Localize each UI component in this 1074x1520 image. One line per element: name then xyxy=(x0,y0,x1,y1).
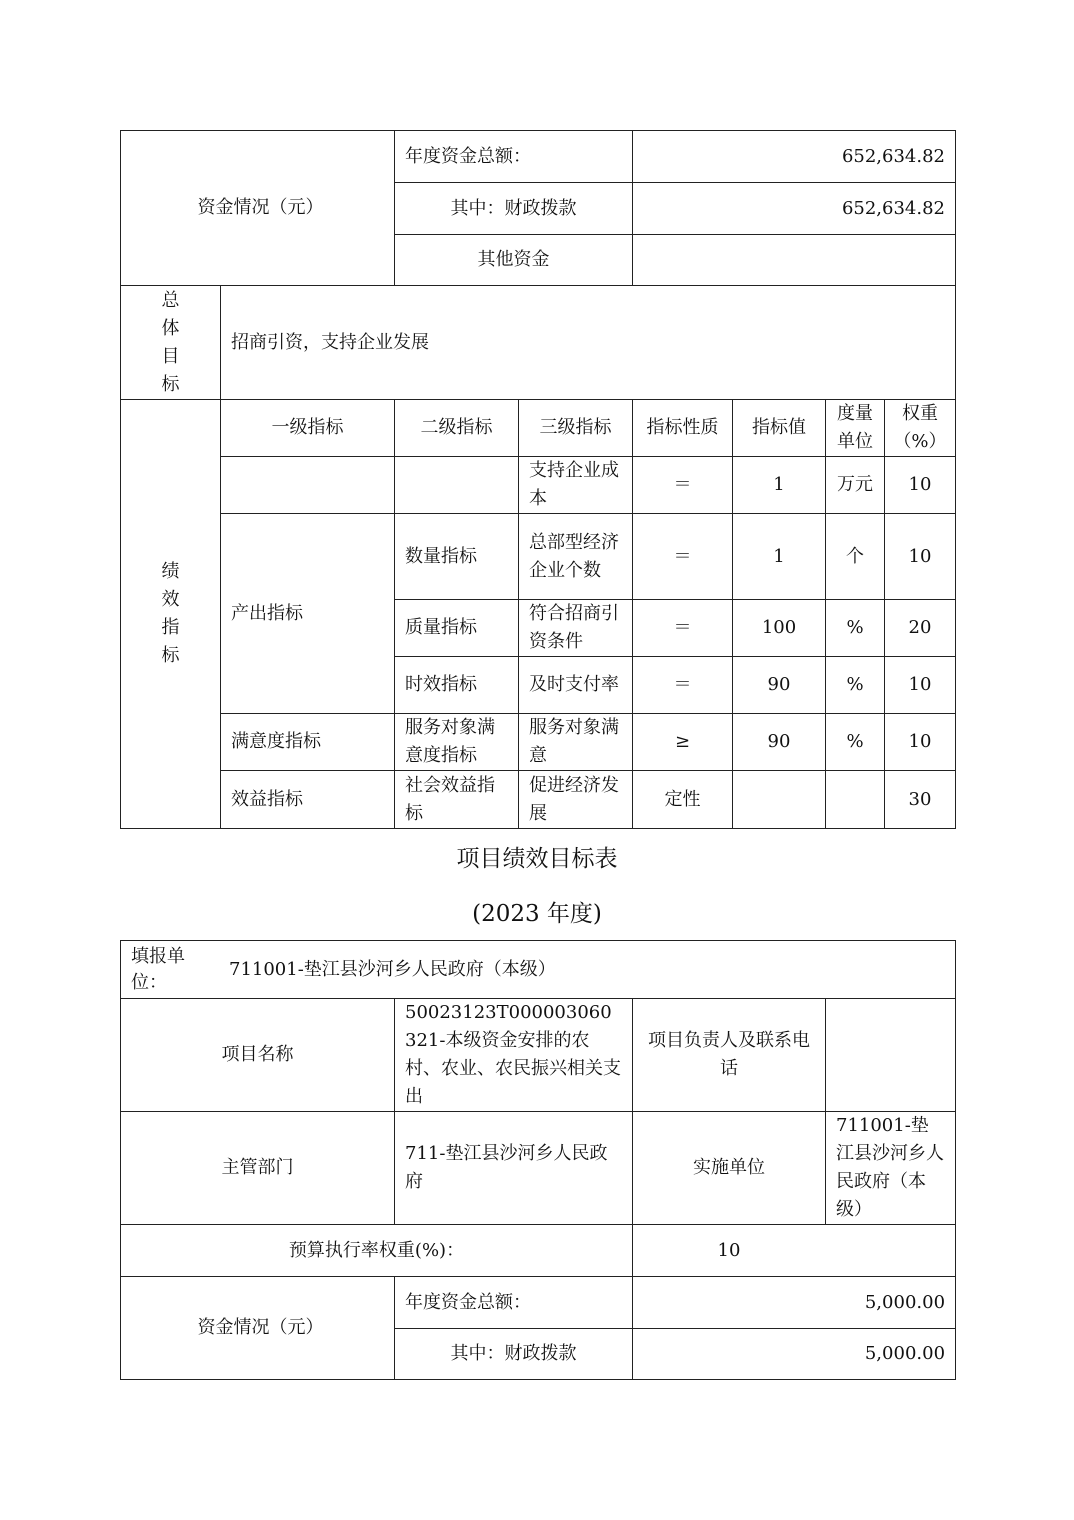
nature-cell: ＝ xyxy=(633,600,733,657)
value-cell xyxy=(733,771,826,829)
unit-cell: % xyxy=(826,600,885,657)
unit-cell: 万元 xyxy=(826,457,885,514)
header-level2: 二级指标 xyxy=(395,400,519,457)
level2-cell: 社会效益指标 xyxy=(395,771,519,829)
budget-rate-value: 10 xyxy=(633,1225,956,1277)
other-funds-value xyxy=(633,235,956,286)
unit-cell xyxy=(826,771,885,829)
level1-cell: 效益指标 xyxy=(221,771,395,829)
header-level1: 一级指标 xyxy=(221,400,395,457)
level2-cell: 质量指标 xyxy=(395,600,519,657)
annual-total-label: 年度资金总额： xyxy=(395,131,633,183)
level3-cell: 总部型经济企业个数 xyxy=(519,514,633,600)
impl-unit-value: 711001-垫江县沙河乡人民政府（本级） xyxy=(826,1112,956,1225)
nature-cell: ＝ xyxy=(633,514,733,600)
funds-label-2: 资金情况（元） xyxy=(121,1277,395,1380)
table-row xyxy=(121,771,956,829)
nature-cell: ＝ xyxy=(633,657,733,714)
dept-value: 711-垫江县沙河乡人民政府 xyxy=(395,1112,633,1225)
table-row xyxy=(121,714,956,771)
project-manager-label: 项目负责人及联系电话 xyxy=(633,999,826,1112)
fiscal-label-2: 其中：财政拨款 xyxy=(395,1329,633,1380)
level2-cell: 数量指标 xyxy=(395,514,519,600)
value-cell: 1 xyxy=(733,514,826,600)
value-cell: 90 xyxy=(733,657,826,714)
value-cell: 90 xyxy=(733,714,826,771)
table-row xyxy=(121,457,956,514)
level3-cell: 符合招商引资条件 xyxy=(519,600,633,657)
other-funds-label: 其他资金 xyxy=(395,235,633,286)
weight-cell: 10 xyxy=(885,714,956,771)
nature-cell: ＝ xyxy=(633,457,733,514)
overall-goal-text: 招商引资，支持企业发展 xyxy=(221,286,956,400)
page-subtitle-year: (2023 年度) xyxy=(472,901,602,927)
performance-indicator-label: 绩效指标 xyxy=(121,400,221,829)
annual-total-value: 652,634.82 xyxy=(633,131,956,183)
overall-goal-label: 总体目标 xyxy=(121,286,221,400)
header-value: 指标值 xyxy=(733,400,826,457)
unit-cell: % xyxy=(826,714,885,771)
unit-cell: % xyxy=(826,657,885,714)
header-unit: 度量单位 xyxy=(826,400,885,457)
dept-label: 主管部门 xyxy=(121,1112,395,1225)
header-level3: 三级指标 xyxy=(519,400,633,457)
weight-cell: 20 xyxy=(885,600,956,657)
weight-cell: 10 xyxy=(885,657,956,714)
nature-cell: ≥ xyxy=(633,714,733,771)
level2-cell: 时效指标 xyxy=(395,657,519,714)
unit-cell: 个 xyxy=(826,514,885,600)
header-weight: 权重（%） xyxy=(885,400,956,457)
value-cell: 100 xyxy=(733,600,826,657)
level1-cell: 满意度指标 xyxy=(221,714,395,771)
filler-label: 填报单位： xyxy=(131,945,185,993)
level1-cell xyxy=(221,457,395,514)
impl-unit-label: 实施单位 xyxy=(633,1112,826,1225)
filler-row xyxy=(121,941,956,999)
weight-cell: 10 xyxy=(885,514,956,600)
level3-cell: 支持企业成本 xyxy=(519,457,633,514)
performance-table-1 xyxy=(120,130,956,829)
fiscal-label: 其中：财政拨款 xyxy=(395,183,633,235)
fiscal-value-2: 5,000.00 xyxy=(633,1329,956,1380)
level2-cell xyxy=(395,457,519,514)
nature-cell: 定性 xyxy=(633,771,733,829)
project-manager-value xyxy=(826,999,956,1112)
weight-cell: 30 xyxy=(885,771,956,829)
filler-value: 711001-垫江县沙河乡人民政府（本级） xyxy=(229,958,556,980)
weight-cell: 10 xyxy=(885,457,956,514)
project-name-label: 项目名称 xyxy=(121,999,395,1112)
level3-cell: 服务对象满意 xyxy=(519,714,633,771)
project-name-value: 50023123T000003060321-本级资金安排的农村、农业、农民振兴相关支出 xyxy=(395,999,633,1112)
level3-cell: 促进经济发展 xyxy=(519,771,633,829)
performance-table-2 xyxy=(120,940,956,1380)
annual-total-label-2: 年度资金总额： xyxy=(395,1277,633,1329)
funds-label: 资金情况（元） xyxy=(121,131,395,286)
level2-cell: 服务对象满意度指标 xyxy=(395,714,519,771)
annual-total-value-2: 5,000.00 xyxy=(633,1277,956,1329)
value-cell: 1 xyxy=(733,457,826,514)
header-nature: 指标性质 xyxy=(633,400,733,457)
level1-cell: 产出指标 xyxy=(221,514,395,714)
fiscal-value: 652,634.82 xyxy=(633,183,956,235)
table-row xyxy=(121,514,956,600)
level3-cell: 及时支付率 xyxy=(519,657,633,714)
budget-rate-label: 预算执行率权重(%)： xyxy=(121,1225,633,1277)
page-title: 项目绩效目标表 xyxy=(456,846,618,872)
